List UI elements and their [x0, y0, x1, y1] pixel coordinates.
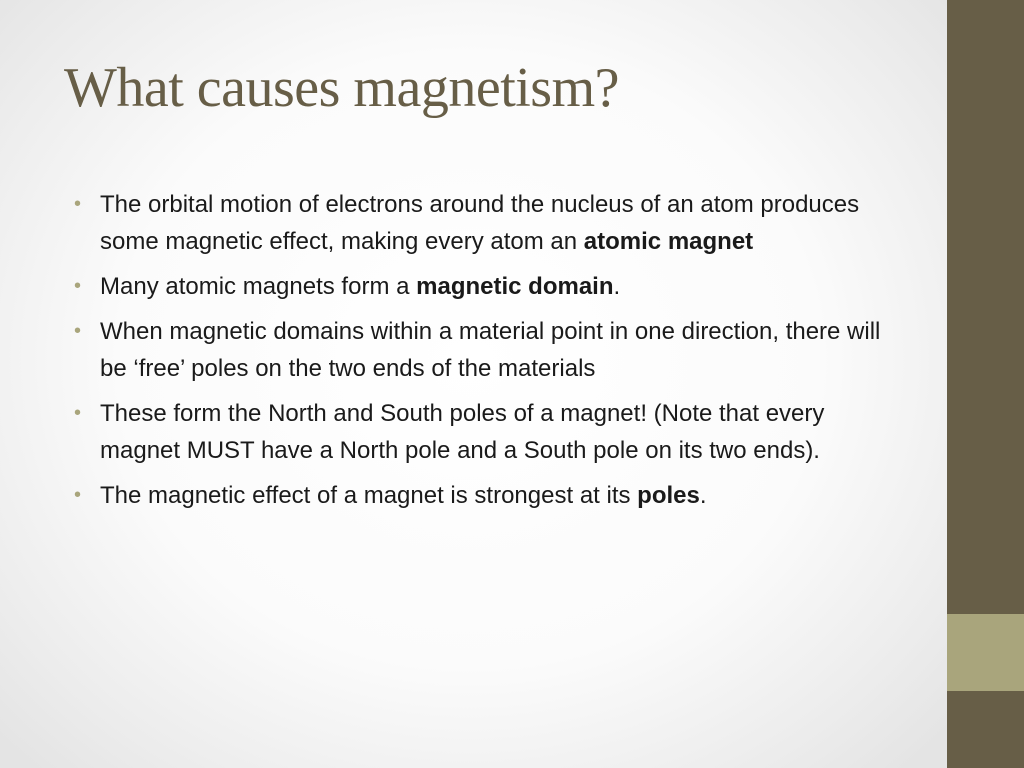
bullet-text-bold: atomic magnet [583, 228, 754, 255]
bullet-icon: • [74, 402, 82, 424]
bullet-item [72, 313, 902, 387]
bullet-item [72, 477, 902, 514]
bullet-text: The magnetic effect of a magnet is strongest at its [100, 482, 638, 509]
bullet-item [72, 395, 902, 469]
bullet-text: These form the North and South poles of a magnet! (Note that every magnet MUST have a North pole and a South pole on its two ends). [100, 400, 825, 464]
bullet-icon: • [74, 193, 82, 215]
bullet-text-bold: poles [637, 482, 700, 509]
slide-title: What causes magnetism? [64, 57, 620, 119]
sidebar-accent-block [947, 614, 1024, 691]
bullet-text: . [613, 273, 621, 300]
bullet-text-bold: magnetic domain [416, 273, 614, 300]
bullet-icon: • [74, 275, 82, 297]
bullet-icon: • [74, 320, 82, 342]
bullet-text: When magnetic domains within a material point in one direction, there will be ‘free’ poles on the two ends of the materials [100, 318, 881, 382]
bullet-item [72, 268, 902, 305]
bullet-icon: • [74, 484, 82, 506]
bullet-item [72, 186, 902, 260]
bullet-text: . [699, 482, 707, 509]
bullet-text: Many atomic magnets form a [100, 273, 417, 300]
bullet-list [72, 186, 902, 522]
bullet-text: The orbital motion of electrons around the nucleus of an atom produces some magnetic effect, making every atom an [100, 191, 860, 255]
